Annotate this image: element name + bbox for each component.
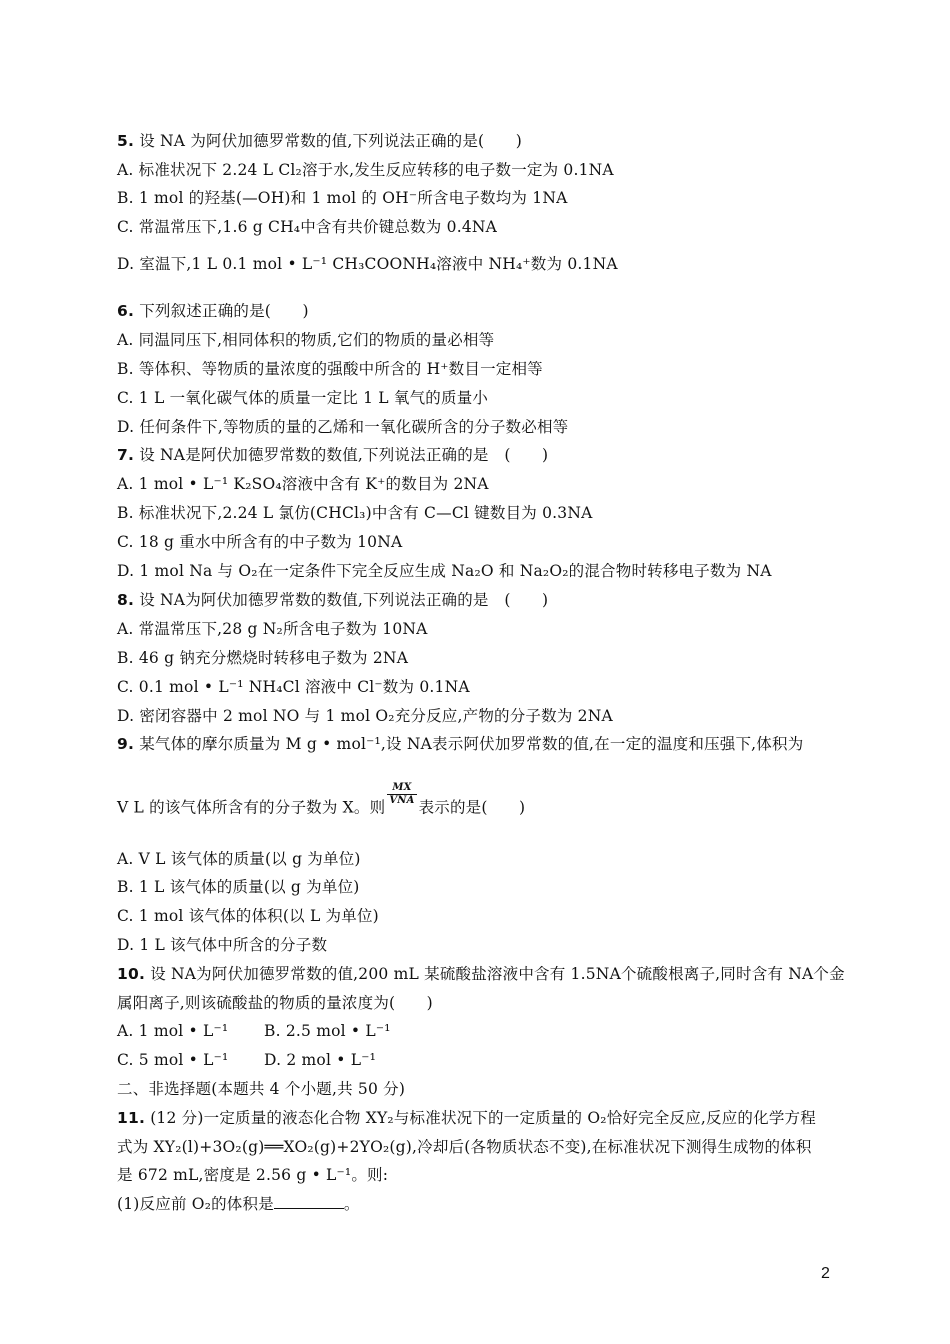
fraction-mx-over-vna: $\frac{MX}{\text{VNA}}$	[389, 782, 415, 806]
question-5-option-d: D. 室温下,1 L 0.1 mol • L⁻¹ CH₃COONH₄溶液中 NH₄⁺数为 0.1NA	[117, 255, 618, 273]
question-9-stem: 9. 某气体的摩尔质量为 M g • mol⁻¹,设 NA表示阿伏加罗常数的值,在一定的温度和压强下,体积为	[117, 735, 804, 753]
question-10-options-row1	[117, 1020, 517, 1042]
question-8-option-b: B. 46 g 钠充分燃烧时转移电子数为 2NA	[117, 649, 409, 667]
question-6-option-c: C. 1 L 一氧化碳气体的质量一定比 1 L 氧气的质量小	[117, 389, 489, 407]
question-6-option-b: B. 等体积、等物质的量浓度的强酸中所含的 H⁺数目一定相等	[117, 360, 543, 378]
question-11-stem-line3: 是 672 mL,密度是 2.56 g • L⁻¹。则:	[117, 1166, 389, 1184]
page-number: 2	[821, 1265, 830, 1282]
question-5-option-c: C. 常温常压下,1.6 g CH₄中含有共价键总数为 0.4NA	[117, 218, 498, 236]
question-9-option-b: B. 1 L 该气体的质量(以 g 为单位)	[117, 878, 360, 896]
question-10-option-b: B. 2.5 mol • L⁻¹	[264, 1022, 391, 1040]
question-6-option-a: A. 同温同压下,相同体积的物质,它们的物质的量必相等	[117, 331, 495, 349]
section-heading: 二、非选择题(本题共 4 个小题,共 50 分)	[117, 1080, 406, 1098]
question-10-options-row2	[117, 1049, 517, 1071]
question-9-option-c: C. 1 mol 该气体的体积(以 L 为单位)	[117, 907, 379, 925]
question-10-option-d: D. 2 mol • L⁻¹	[264, 1051, 376, 1069]
question-9-stem-line2: V L 的该气体所含有的分子数为 X。则 $\frac{MX}{\text{VNA}}$ 表示的是( )	[117, 782, 526, 817]
question-8-option-c: C. 0.1 mol • L⁻¹ NH₄Cl 溶液中 Cl⁻数为 0.1NA	[117, 678, 470, 696]
question-7-stem: 7. 设 NA是阿伏加德罗常数的数值,下列说法正确的是 ( )	[117, 446, 549, 464]
question-5-option-b: B. 1 mol 的羟基(—OH)和 1 mol 的 OH⁻所含电子数均为 1NA	[117, 189, 568, 207]
question-10-option-c: C. 5 mol • L⁻¹	[117, 1051, 229, 1069]
question-7-option-d: D. 1 mol Na 与 O₂在一定条件下完全反应生成 Na₂O 和 Na₂O₂的混合物时转移电子数为 NA	[117, 562, 772, 580]
answer-blank[interactable]	[274, 1194, 344, 1209]
question-7-option-a: A. 1 mol • L⁻¹ K₂SO₄溶液中含有 K⁺的数目为 2NA	[117, 475, 489, 493]
question-8-stem: 8. 设 NA为阿伏加德罗常数的数值,下列说法正确的是 ( )	[117, 591, 549, 609]
question-8-option-d: D. 密闭容器中 2 mol NO 与 1 mol O₂充分反应,产物的分子数为 2NA	[117, 707, 613, 725]
question-10-option-a: A. 1 mol • L⁻¹	[117, 1022, 229, 1040]
question-6-stem: 6. 下列叙述正确的是( )	[117, 302, 309, 320]
question-9-option-d: D. 1 L 该气体中所含的分子数	[117, 936, 328, 954]
question-10-stem-line2: 属阳离子,则该硫酸盐的物质的量浓度为( )	[117, 994, 433, 1012]
question-11-stem-line2: 式为 XY₂(l)+3O₂(g)══XO₂(g)+2YO₂(g),冷却后(各物质状态不变),在标准状况下测得生成物的体积	[117, 1138, 812, 1156]
question-7-option-b: B. 标准状况下,2.24 L 氯仿(CHCl₃)中含有 C—Cl 键数目为 0.3NA	[117, 504, 593, 522]
question-5-stem: 5. 设 NA 为阿伏加德罗常数的值,下列说法正确的是( )	[117, 132, 522, 150]
question-9-option-a: A. V L 该气体的质量(以 g 为单位)	[117, 850, 361, 868]
question-11-sub-1: (1)反应前 O₂的体积是 。	[117, 1195, 360, 1213]
question-7-option-c: C. 18 g 重水中所含有的中子数为 10NA	[117, 533, 403, 551]
question-8-option-a: A. 常温常压下,28 g N₂所含电子数为 10NA	[117, 620, 428, 638]
question-10-stem: 10. 设 NA为阿伏加德罗常数的值,200 mL 某硫酸盐溶液中含有 1.5NA个硫酸根离子,同时含有 NA个金	[117, 965, 845, 983]
question-6-option-d: D. 任何条件下,等物质的量的乙烯和一氧化碳所含的分子数必相等	[117, 418, 569, 436]
question-5-option-a: A. 标准状况下 2.24 L Cl₂溶于水,发生反应转移的电子数一定为 0.1NA	[117, 161, 614, 179]
question-11-stem: 11. (12 分)一定质量的液态化合物 XY₂与标准状况下的一定质量的 O₂恰好完全反应,反应的化学方程	[117, 1109, 816, 1127]
